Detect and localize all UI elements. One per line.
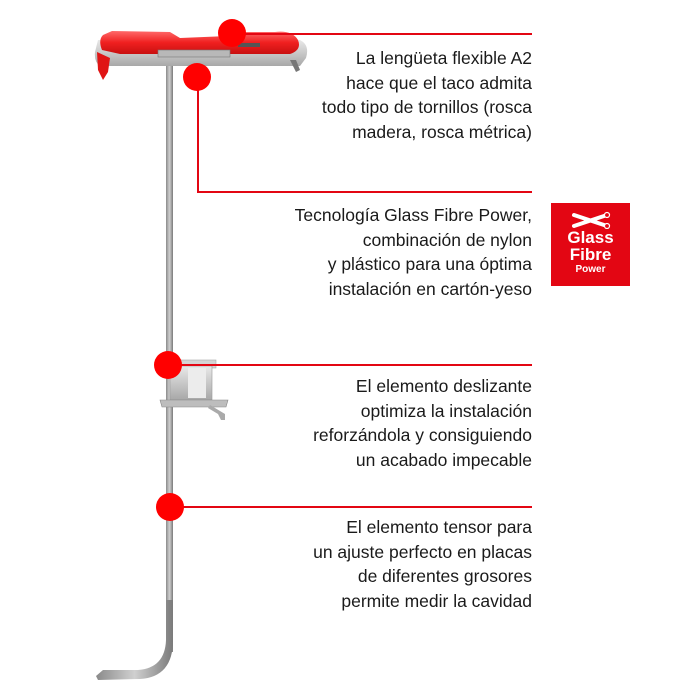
callout-flexible-tongue — [322, 46, 532, 144]
callout-sliding-element — [313, 374, 532, 472]
callout-line: un acabado impecable — [355, 449, 532, 470]
callout-line: instalación en cartón-yeso — [328, 278, 532, 299]
callout-line: y plástico para una óptima — [327, 254, 532, 274]
badge-line-glass: Glass — [567, 228, 614, 247]
leader-line-2-vertical — [197, 78, 199, 193]
crossed-fibres-icon — [571, 211, 611, 229]
leader-line-4 — [170, 506, 532, 508]
callout-line: hace que el taco admita — [346, 72, 532, 93]
callout-line: un ajuste perfecto en placas — [313, 541, 532, 562]
callout-line: permite medir la cavidad — [341, 590, 532, 611]
callout-tensioner-element — [313, 515, 532, 613]
callout-line: La lengüeta flexible A2 — [355, 48, 532, 68]
callout-line: El elemento tensor para — [346, 517, 532, 537]
callout-line: optimiza la instalación — [360, 400, 532, 421]
leader-line-1 — [232, 33, 532, 35]
marker-dot-3 — [154, 351, 182, 379]
callout-line: combinación de nylon — [362, 229, 532, 250]
marker-dot-4 — [156, 493, 184, 521]
badge-line-fibre: Fibre — [569, 245, 612, 264]
callout-line: todo tipo de tornillos (rosca — [321, 97, 532, 117]
callout-line: El elemento deslizante — [355, 376, 532, 396]
callout-glass-fibre-tech — [295, 203, 532, 301]
glass-fibre-power-badge — [551, 203, 630, 286]
callout-line: Tecnología Glass Fibre Power, — [294, 205, 532, 225]
callout-line: de diferentes grosores — [357, 566, 532, 586]
leader-line-2 — [197, 191, 532, 193]
badge-line-power: Power — [575, 264, 606, 275]
callout-line: madera, rosca métrica) — [352, 121, 532, 142]
marker-dot-2 — [183, 63, 211, 91]
callout-line: reforzándola y consiguiendo — [313, 425, 532, 445]
marker-dot-1 — [218, 19, 246, 47]
leader-line-3 — [170, 364, 532, 366]
